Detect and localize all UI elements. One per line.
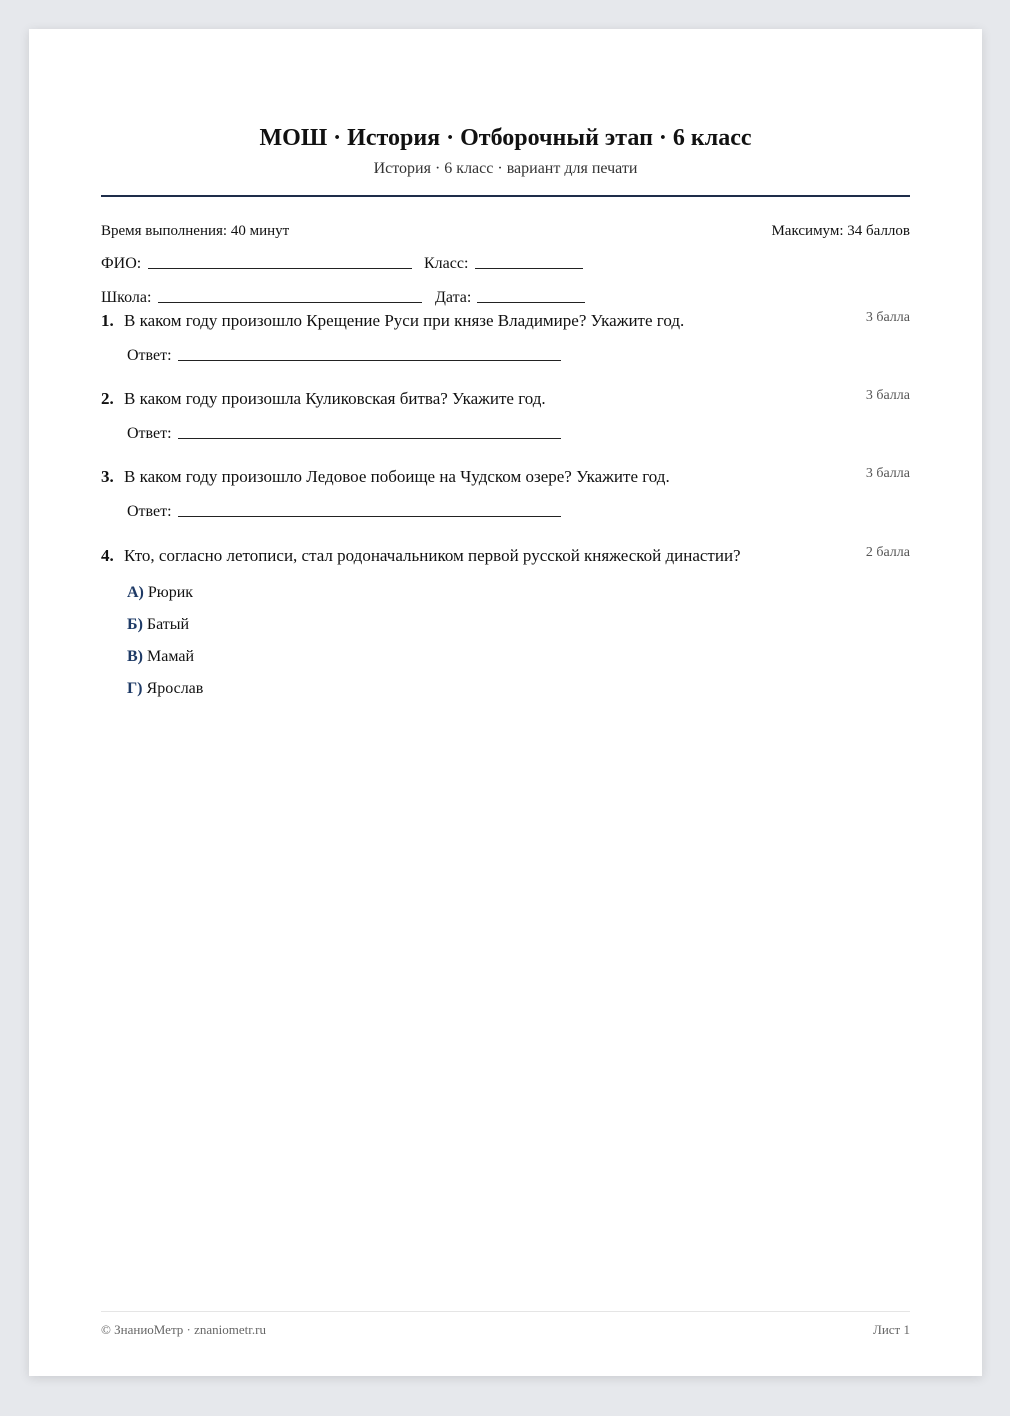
class-input-line[interactable] (475, 268, 583, 269)
fio-input-line[interactable] (148, 268, 412, 269)
option-letter: Б) (127, 616, 143, 633)
question-points: 3 балла (865, 388, 910, 403)
question-number: 4. (101, 546, 114, 565)
footer-sheet-number: Лист 1 (873, 1322, 910, 1337)
option-g[interactable] (127, 679, 203, 699)
question-points: 2 балла (865, 545, 910, 560)
date-label: Дата: (435, 289, 472, 306)
footer-divider (101, 1311, 910, 1312)
question-text: В каком году произошло Ледовое побоище на Чудском озере? Укажите год. (124, 467, 670, 486)
test-sheet (29, 29, 982, 1376)
time-limit: Время выполнения: 40 минут (101, 223, 290, 239)
option-letter: Г) (127, 680, 143, 697)
option-text: Рюрик (147, 584, 194, 601)
max-score: Максимум: 34 баллов (771, 223, 910, 239)
option-a[interactable] (127, 583, 193, 603)
answer-line[interactable] (178, 360, 561, 361)
question-points: 3 балла (865, 466, 910, 481)
question-text: Кто, согласно летописи, стал родоначальником первой русской княжеской династии? (124, 546, 741, 565)
question-text: В каком году произошла Куликовская битва? Укажите год. (124, 389, 546, 408)
answer-label: Ответ: (127, 503, 172, 520)
option-text: Ярослав (146, 680, 204, 697)
answer-label: Ответ: (127, 347, 172, 364)
date-input-line[interactable] (477, 302, 585, 303)
option-v[interactable] (127, 647, 194, 667)
footer-copyright: © ЗнаниоМетр · znaniometr.ru (101, 1322, 266, 1337)
school-label: Школа: (101, 289, 152, 306)
option-b[interactable] (127, 615, 189, 635)
option-letter: В) (127, 648, 143, 665)
header-divider (101, 195, 910, 197)
answer-line[interactable] (178, 516, 561, 517)
page-subtitle: История · 6 класс · вариант для печати (373, 160, 638, 177)
class-label: Класс: (424, 255, 469, 272)
question-number: 2. (101, 389, 114, 408)
question-number: 3. (101, 467, 114, 486)
answer-label: Ответ: (127, 425, 172, 442)
option-text: Батый (146, 616, 190, 633)
option-text: Мамай (147, 648, 195, 665)
answer-line[interactable] (178, 438, 561, 439)
question-points: 3 балла (865, 310, 910, 325)
option-letter: А) (127, 584, 144, 601)
question-text: В каком году произошло Крещение Руси при князе Владимире? Укажите год. (124, 311, 685, 330)
question-number: 1. (101, 311, 114, 330)
page-title: МОШ · История · Отборочный этап · 6 класс (259, 125, 752, 151)
fio-label: ФИО: (101, 255, 142, 272)
school-input-line[interactable] (158, 302, 422, 303)
